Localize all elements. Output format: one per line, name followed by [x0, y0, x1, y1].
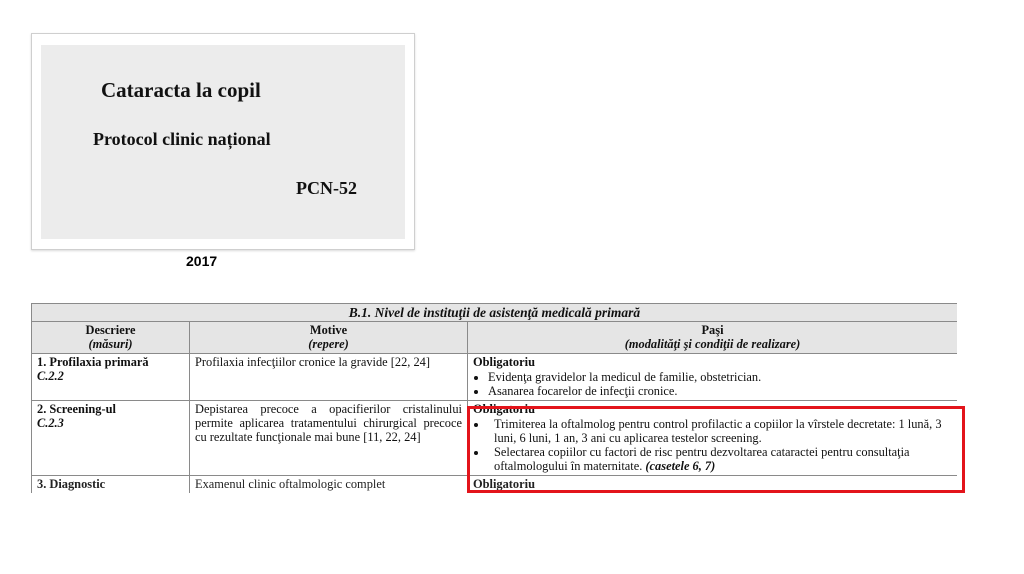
- list-item: • Evidenţa gravidelor la medicul de familie, obstetrician.: [488, 370, 952, 384]
- row-mandatory: Obligatoriu: [473, 355, 535, 369]
- header-description-sub: (măsuri): [88, 337, 133, 351]
- header-motive-sub: (repere): [308, 337, 349, 351]
- list-item: • Asanarea focarelor de infecţii cronice.: [488, 384, 952, 398]
- publication-year: 2017: [186, 253, 218, 269]
- protocol-title: Cataracta la copil: [101, 78, 261, 102]
- row-label: 2. Screening-ul: [37, 402, 116, 416]
- header-motive-title: Motive: [309, 323, 348, 337]
- row-steps: [468, 354, 958, 401]
- header-description: [32, 322, 190, 354]
- list-item-text: Selectarea copiilor cu factori de risc pentru dezvoltarea cataractei pentru consultaţia oftalmologului în maternitate.: [494, 445, 910, 473]
- table-caption-row: [32, 304, 958, 322]
- row-code: C.2.2: [37, 369, 64, 383]
- table-caption: B.1. Nivel de instituţii de asistenţă medicală primară: [32, 304, 958, 322]
- list-item: • Trimiterea la oftalmolog pentru control profilactic a copiilor la vîrstele decretate: 1 lună, 3 luni, 6 luni, 1 an, 3 ani cu aplicarea testelor screening.: [488, 417, 952, 445]
- table-header-row: [32, 322, 958, 354]
- header-steps-title: Paşi: [701, 323, 724, 337]
- row-description: [32, 401, 190, 476]
- protocol-subtitle: Protocol clinic național: [93, 129, 271, 149]
- row-mandatory: Obligatoriu: [473, 402, 535, 416]
- list-item-ref: (casetele 6, 7): [645, 459, 716, 473]
- row-steps-list: [473, 370, 952, 398]
- highlight-box: [467, 406, 965, 493]
- title-card-panel: [41, 45, 405, 239]
- header-motive: [190, 322, 468, 354]
- header-steps: [468, 322, 958, 354]
- row-motive: Examenul clinic oftalmologic complet: [190, 476, 468, 494]
- row-steps: Obligatoriu: [468, 476, 958, 494]
- row-motive: Profilaxia infecţiilor cronice la gravide [22, 24]: [190, 354, 468, 401]
- row-motive: Depistarea precoce a opacifierilor cristalinului permite aplicarea tratamentului chirurgical precoce cu rezultate funcţionale mai bune [11, 22, 24]: [190, 401, 468, 476]
- title-card: [31, 33, 415, 250]
- row-label: 1. Profilaxia primară: [37, 355, 149, 369]
- header-steps-sub: (modalităţi şi condiţii de realizare): [624, 337, 801, 351]
- row-code: C.2.3: [37, 416, 64, 430]
- protocol-code: PCN-52: [296, 178, 357, 198]
- row-description: [32, 354, 190, 401]
- row-label: 3. Diagnostic: [32, 476, 190, 494]
- header-description-title: Descriere: [85, 323, 136, 337]
- table-row: [32, 354, 958, 401]
